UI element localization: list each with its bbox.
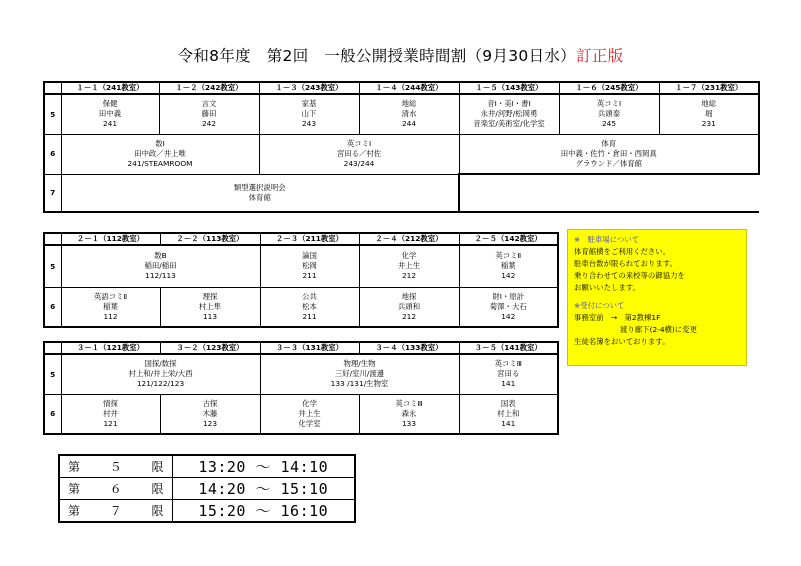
lesson-room: 211 bbox=[302, 311, 317, 321]
lesson-teacher: 村上和 bbox=[497, 408, 520, 418]
lesson-cell bbox=[459, 287, 558, 327]
lesson-room: 112/113 bbox=[145, 271, 176, 281]
notice-line: 体育館横をご利用ください。 bbox=[574, 247, 671, 256]
lesson-room: 141 bbox=[501, 418, 516, 428]
class-header: ２－４（212教室） bbox=[359, 233, 459, 245]
lesson-room: 音楽室/美術室/化学室 bbox=[473, 119, 545, 129]
lesson-room: 113 bbox=[202, 311, 218, 321]
period-suffix: 限 bbox=[151, 460, 164, 474]
lesson-cell bbox=[659, 94, 759, 134]
grade1-timetable bbox=[43, 81, 760, 213]
class-header: １－３（243教室） bbox=[259, 82, 359, 94]
lesson-room: 112 bbox=[103, 311, 118, 321]
grade1-period-7-row bbox=[44, 174, 759, 212]
period-label: 6 bbox=[44, 134, 61, 174]
period-suffix: 限 bbox=[151, 504, 164, 518]
class-header: ３－５（141教室） bbox=[459, 342, 558, 354]
lesson-cell bbox=[459, 354, 558, 394]
lesson-teacher: 兵頭和 bbox=[397, 301, 421, 311]
corner-cell bbox=[44, 82, 61, 94]
class-header: １－５（143教室） bbox=[459, 82, 559, 94]
lesson-subject: 化学 bbox=[401, 251, 417, 261]
lesson-cell bbox=[459, 94, 559, 134]
lesson-cell bbox=[159, 94, 259, 134]
lesson-room: 142 bbox=[501, 271, 516, 281]
lesson-teacher: 稲葉 bbox=[500, 261, 516, 271]
corner-cell bbox=[44, 342, 61, 354]
lesson-room: 241/STEAMROOM bbox=[127, 159, 193, 168]
lesson-teacher: 藤田 bbox=[201, 109, 217, 119]
lesson-subject: 財Ⅰ・原計 bbox=[492, 291, 525, 301]
lesson-room: 245 bbox=[601, 119, 617, 129]
period-label: 6 bbox=[44, 287, 61, 327]
lesson-teacher: 菊澤・大石 bbox=[489, 301, 527, 311]
lesson-cell bbox=[61, 134, 259, 174]
period-name bbox=[59, 478, 172, 500]
period-time: 13:20 ～ 14:10 bbox=[172, 455, 355, 478]
class-header: １－１（241教室） bbox=[61, 82, 159, 94]
lesson-cell bbox=[260, 245, 359, 287]
period-prefix: 第 bbox=[68, 504, 81, 518]
lesson-room: 121 bbox=[103, 418, 118, 428]
lesson-subject: 国表 bbox=[500, 398, 516, 408]
lesson-subject: 体育 bbox=[601, 138, 617, 148]
lesson-teacher: 村上和/井上栄/大西 bbox=[128, 369, 193, 379]
period-time-row bbox=[59, 455, 355, 478]
lesson-room: 121/122/123 bbox=[136, 379, 185, 389]
lesson-teacher: 井上生 bbox=[397, 261, 421, 271]
notice-line: 事務室前 → 第2教棟1F bbox=[574, 313, 661, 322]
lesson-teacher: 稲葉 bbox=[103, 301, 118, 311]
grade2-header-row bbox=[44, 233, 558, 245]
event-title: 類型選択説明会 bbox=[233, 182, 286, 192]
lesson-teacher: 森永 bbox=[401, 408, 417, 418]
lesson-cell bbox=[359, 94, 459, 134]
period-label: 5 bbox=[44, 245, 61, 287]
lesson-subject: 家基 bbox=[301, 99, 317, 109]
lesson-teacher: 稲田/稲田 bbox=[144, 261, 177, 271]
lesson-subject: 数Ⅰ bbox=[155, 139, 165, 148]
period-suffix: 限 bbox=[151, 482, 164, 496]
lesson-teacher: 井上生 bbox=[298, 408, 321, 418]
lesson-teacher: 堀 bbox=[705, 109, 713, 119]
period-number: ５ bbox=[109, 460, 122, 474]
lesson-teacher: 村上隼 bbox=[198, 301, 222, 311]
lesson-room: 242 bbox=[201, 119, 217, 129]
lesson-cell bbox=[459, 394, 558, 434]
period-time-table bbox=[58, 454, 356, 523]
lesson-cell bbox=[559, 94, 659, 134]
grade3-header-row bbox=[44, 342, 558, 354]
lesson-subject: 理探 bbox=[202, 291, 218, 301]
lesson-room: 212 bbox=[401, 311, 417, 321]
lesson-subject: 保健 bbox=[102, 99, 118, 109]
lesson-cell bbox=[160, 287, 260, 327]
period-label: 5 bbox=[44, 354, 61, 394]
lesson-subject: 音Ⅰ・美Ⅰ・書Ⅰ bbox=[487, 99, 531, 109]
period-time-row bbox=[59, 478, 355, 500]
lesson-subject: 英コミⅠ bbox=[596, 99, 622, 109]
lesson-teacher: 三好/室川/渡邊 bbox=[334, 369, 385, 379]
lesson-subject: 論国 bbox=[302, 251, 317, 261]
event-place: 体育館 bbox=[248, 192, 271, 202]
lesson-cell bbox=[459, 245, 558, 287]
class-header: ２－３（211教室） bbox=[260, 233, 359, 245]
lesson-room: 241 bbox=[102, 119, 118, 129]
lesson-subject: 国探/数探 bbox=[144, 359, 177, 369]
corner-cell bbox=[44, 233, 61, 245]
title-accent: 訂正版 bbox=[576, 47, 624, 65]
class-header: ３－１（121教室） bbox=[61, 342, 160, 354]
lesson-teacher: 永井/河野/松岡勇 bbox=[480, 109, 538, 119]
lesson-subject: 英コミⅢ bbox=[494, 359, 522, 369]
lesson-subject: 地総 bbox=[701, 99, 717, 109]
class-header: ２－５（142教室） bbox=[459, 233, 558, 245]
class-header: １－７（231教室） bbox=[659, 82, 759, 94]
lesson-room: 243 bbox=[301, 119, 317, 129]
class-header: １－４（244教室） bbox=[359, 82, 459, 94]
lesson-room: 231 bbox=[701, 119, 716, 129]
page-title bbox=[0, 44, 801, 66]
title-main: 令和8年度 第2回 一般公開授業時間割（9月30日水） bbox=[177, 47, 576, 65]
period-label: 6 bbox=[44, 394, 61, 434]
lesson-room: 133 bbox=[401, 418, 417, 428]
event-cell bbox=[61, 174, 459, 212]
lesson-cell bbox=[61, 287, 160, 327]
lesson-teacher: 木藤 bbox=[202, 408, 218, 418]
grade1-header-row bbox=[44, 82, 759, 94]
lesson-cell bbox=[260, 394, 359, 434]
period-label: 7 bbox=[44, 174, 61, 212]
lesson-room: 244 bbox=[401, 119, 417, 129]
lesson-cell bbox=[359, 245, 459, 287]
lesson-cell bbox=[61, 394, 160, 434]
lesson-room: グラウンド／体育館 bbox=[575, 158, 643, 168]
class-header: １－６（245教室） bbox=[559, 82, 659, 94]
grade1-period-6-row bbox=[44, 134, 759, 174]
reception-heading: ※受付について bbox=[574, 301, 625, 310]
notice-line: 生徒名簿をおいております。 bbox=[574, 337, 670, 346]
lesson-cell bbox=[459, 134, 759, 174]
lesson-cell bbox=[61, 245, 260, 287]
lesson-cell bbox=[259, 134, 459, 174]
lesson-room: 化学室 bbox=[298, 418, 321, 428]
grade2-timetable bbox=[43, 232, 559, 328]
lesson-cell bbox=[359, 287, 459, 327]
lesson-teacher: 田中義・佐竹・倉田・西岡真 bbox=[560, 148, 657, 158]
lesson-teacher: 兵頭泰 bbox=[597, 109, 621, 119]
lesson-subject: 情探 bbox=[103, 398, 118, 408]
lesson-subject: 公共 bbox=[302, 291, 317, 301]
lesson-subject: 化学 bbox=[302, 398, 317, 408]
period-prefix: 第 bbox=[68, 482, 81, 496]
grade3-timetable bbox=[43, 341, 559, 435]
lesson-teacher: 宮田る bbox=[497, 369, 520, 379]
period-time: 15:20 ～ 16:10 bbox=[172, 500, 355, 523]
grade3-period-6-row bbox=[44, 394, 558, 434]
lesson-teacher: 宮田る／村佐 bbox=[336, 149, 382, 158]
period-number: ６ bbox=[109, 482, 122, 496]
lesson-cell bbox=[359, 394, 459, 434]
class-header: １－２（242教室） bbox=[159, 82, 259, 94]
class-header: ２－１（112教室） bbox=[61, 233, 160, 245]
lesson-subject: 古探 bbox=[202, 398, 218, 408]
class-header: ３－４（133教室） bbox=[359, 342, 459, 354]
lesson-teacher: 松本 bbox=[302, 301, 317, 311]
period-prefix: 第 bbox=[68, 460, 81, 474]
class-header: ３－３（131教室） bbox=[260, 342, 359, 354]
lesson-subject: 言文 bbox=[201, 99, 217, 109]
period-label: 5 bbox=[44, 94, 61, 134]
lesson-subject: 物理/生物 bbox=[343, 359, 376, 369]
lesson-teacher: 田中義 bbox=[98, 109, 122, 119]
period-time: 14:20 ～ 15:10 bbox=[172, 478, 355, 500]
lesson-subject: 数B bbox=[154, 251, 167, 261]
notice-line: 渡り廊下(2-4横)に変更 bbox=[620, 325, 697, 334]
lesson-cell bbox=[260, 287, 359, 327]
notice-line: 駐車台数が限られております。 bbox=[574, 259, 677, 268]
period-time-row bbox=[59, 500, 355, 523]
lesson-teacher: 清水 bbox=[401, 109, 417, 119]
lesson-teacher: 村井 bbox=[103, 408, 118, 418]
lesson-subject: 英コミⅢ bbox=[395, 398, 423, 408]
class-header: ２－２（113教室） bbox=[160, 233, 260, 245]
grade2-period-6-row bbox=[44, 287, 558, 327]
lesson-cell bbox=[61, 94, 159, 134]
lesson-cell bbox=[260, 354, 459, 394]
period-name bbox=[59, 500, 172, 523]
lesson-room: 212 bbox=[401, 271, 417, 281]
grade1-period-5-row bbox=[44, 94, 759, 134]
notice-box bbox=[567, 229, 747, 366]
lesson-subject: 地探 bbox=[401, 291, 417, 301]
lesson-room: 123 bbox=[202, 418, 218, 428]
lesson-subject: 地総 bbox=[401, 99, 417, 109]
lesson-room: 211 bbox=[302, 271, 317, 281]
period-name bbox=[59, 455, 172, 478]
class-header: ３－２（123教室） bbox=[160, 342, 260, 354]
lesson-room: 142 bbox=[501, 311, 516, 321]
grade2-period-5-row bbox=[44, 245, 558, 287]
lesson-teacher: 山下 bbox=[301, 109, 317, 119]
parking-heading: ※ 駐車場について bbox=[574, 235, 640, 244]
notice-line: お願いいたします。 bbox=[574, 283, 640, 292]
lesson-cell bbox=[61, 354, 260, 394]
lesson-teacher: 松岡 bbox=[302, 261, 317, 271]
period-number: ７ bbox=[109, 504, 122, 518]
lesson-teacher: 田中政／井上唯 bbox=[134, 149, 186, 158]
lesson-subject: 英コミⅠ bbox=[346, 139, 372, 148]
empty-area bbox=[459, 174, 759, 212]
lesson-room: 243/244 bbox=[343, 159, 375, 168]
lesson-subject: 英コミⅡ bbox=[495, 251, 522, 261]
lesson-subject: 英語コミⅡ bbox=[93, 291, 128, 301]
lesson-room: 133 /131/生物室 bbox=[330, 379, 389, 389]
lesson-room: 141 bbox=[501, 379, 516, 389]
lesson-cell bbox=[259, 94, 359, 134]
grade3-period-5-row bbox=[44, 354, 558, 394]
lesson-cell bbox=[160, 394, 260, 434]
notice-line: 乗り合わせての来校等の御協力を bbox=[574, 271, 685, 280]
